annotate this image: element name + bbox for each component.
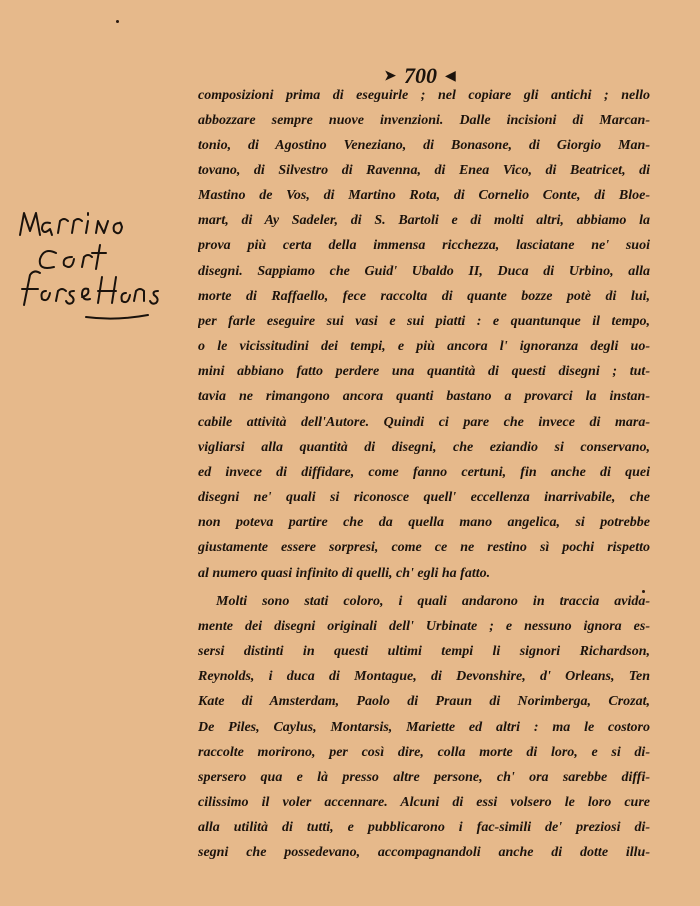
text-line: spersero qua e là presso altre persone, ch' ora sarebbe diffi- bbox=[198, 770, 650, 785]
handwritten-annotation-drawing bbox=[16, 205, 166, 325]
text-line: raccolte morirono, per così dire, colla morte di loro, e si di- bbox=[198, 745, 650, 760]
ink-speck bbox=[116, 20, 119, 23]
text-line: o le vicissitudini dei tempi, e più ancora l' ignoranza degli uo- bbox=[198, 339, 650, 354]
text-line: alla utilità di tutti, e pubblicarono i fac-simili de' preziosi di- bbox=[198, 820, 650, 835]
text-line: mini abbiano fatto perdere una quantità di questi disegni ; tut- bbox=[198, 364, 650, 379]
text-line: Molti sono stati coloro, i quali andarono in traccia avida- bbox=[216, 594, 650, 609]
text-line: morte di Raffaello, fece raccolta di quante bozze potè di lui, bbox=[198, 289, 650, 304]
text-line: prova più certa della immensa ricchezza, lasciatane ne' suoi bbox=[198, 238, 650, 253]
text-line: Kate di Amsterdam, Paolo di Praun di Norimberga, Crozat, bbox=[198, 694, 650, 709]
text-line: segni che possedevano, accompagnandoli anche di dotte illu- bbox=[198, 845, 650, 860]
handwritten-annotation bbox=[16, 205, 166, 325]
text-line: cilissimo il voler accennare. Alcuni di essi volsero le loro cure bbox=[198, 795, 650, 810]
text-line: disegni ne' quali si riconosce quell' eccellenza inarrivabile, che bbox=[198, 490, 650, 505]
page-number: 700 bbox=[403, 63, 437, 88]
text-line: per farle eseguire sui vasi e sui piatti : e quantunque il tempo, bbox=[198, 314, 650, 329]
text-line: mart, di Ay Sadeler, di S. Bartoli e di molti altri, abbiamo la bbox=[198, 213, 650, 228]
text-line: cabile attività dell'Autore. Quindi ci pare che invece di mara- bbox=[198, 415, 650, 430]
text-line: disegni. Sappiamo che Guid' Ubaldo II, Duca di Urbino, alla bbox=[198, 264, 650, 279]
ornament-left-icon: ➤ bbox=[384, 68, 396, 84]
text-line: De Piles, Caylus, Montarsis, Mariette ed altri : ma le costoro bbox=[198, 720, 650, 735]
text-line: composizioni prima di eseguirle ; nel copiare gli antichi ; nello bbox=[198, 88, 650, 103]
page-header bbox=[360, 64, 480, 88]
ornament-right-icon: ◀ bbox=[444, 68, 456, 84]
text-line: sersi distinti in questi ultimi tempi li signori Richardson, bbox=[198, 644, 650, 659]
text-line: tavia ne rimangono ancora quanti bastano a provarci la instan- bbox=[198, 389, 650, 404]
text-line: abbozzare sempre nuove invenzioni. Dalle incisioni di Marcan- bbox=[198, 113, 650, 128]
text-line: tonio, di Agostino Veneziano, di Bonasone, di Giorgio Man- bbox=[198, 138, 650, 153]
text-line: mente dei disegni originali dell' Urbinate ; e nessuno ignora es- bbox=[198, 619, 650, 634]
text-line: al numero quasi infinito di quelli, ch' egli ha fatto. bbox=[198, 566, 491, 581]
text-line: Reynolds, i duca di Montague, di Devonshire, d' Orleans, Ten bbox=[198, 669, 650, 684]
text-line: tovano, di Silvestro di Ravenna, di Enea Vico, di Beatricet, di bbox=[198, 163, 650, 178]
text-line: Mastino de Vos, di Martino Rota, di Cornelio Conte, di Bloe- bbox=[198, 188, 650, 203]
text-line: non poteva partire che da quella mano angelica, si potrebbe bbox=[198, 515, 650, 530]
ink-speck bbox=[642, 590, 645, 593]
text-line: vigliarsi alla quantità di disegni, che eziandio si conservano, bbox=[198, 440, 650, 455]
text-line: giustamente essere sorpresi, come ce ne restino sì pochi rispetto bbox=[198, 540, 650, 555]
text-line: ed invece di diffidare, come fanno certuni, fin anche di quei bbox=[198, 465, 650, 480]
